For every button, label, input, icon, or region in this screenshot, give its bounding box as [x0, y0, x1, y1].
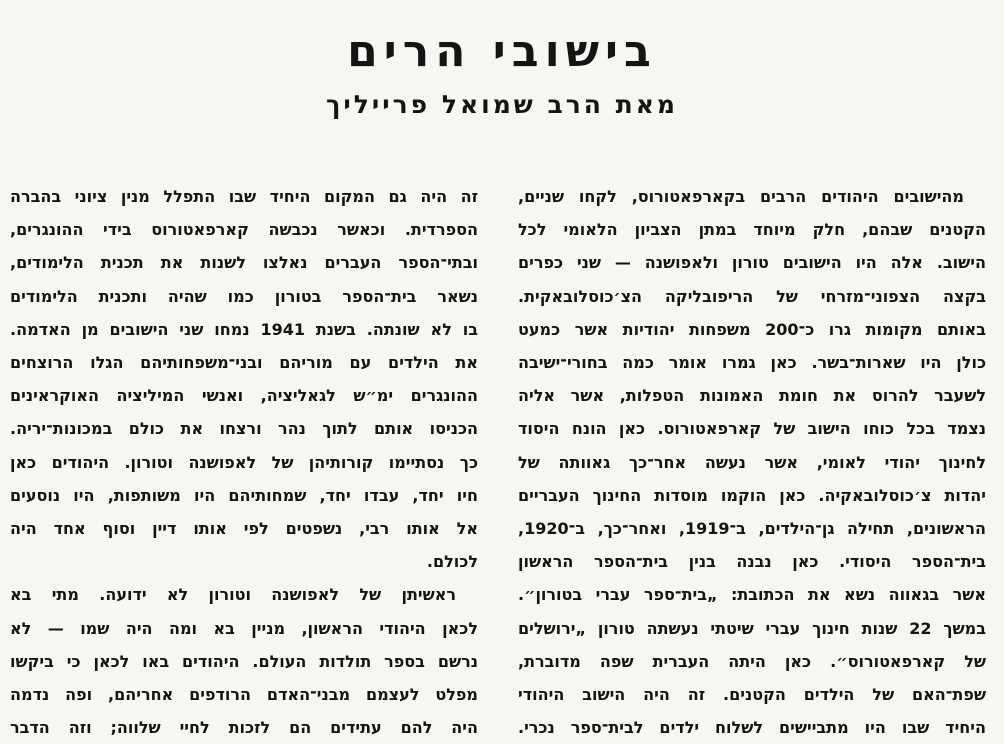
text-line: לחינוך יהודי לאומי, אשר נעשה אחר־כך גאוותה של: [518, 452, 986, 472]
text-line: כך נסתיימו קורותיהן של לאפושנה וטורון. היהודים כאן: [10, 452, 478, 472]
text-line: אשר בגאווה נשא את הכתובת: „בית־ספר עברי בטורון״.: [518, 585, 986, 605]
text-line: הספרדית. וכאשר נכבשה קארפאטורוס בידי ההונגרים,: [10, 220, 478, 240]
text-line: של קארפאטורוס״. כאן היתה העברית שפה מדוברת,: [518, 651, 986, 671]
text-line: נצמד בכל כוחו הישוב של קארפאטורוס. כאן הונח היסוד: [518, 419, 986, 439]
text-line: לכולם.: [426, 552, 478, 572]
text-line: לכאן היהודי הראשון, מניין בא ומה היה שמו — לא: [10, 618, 478, 638]
text-line: יהדות צ׳כוסלובאקיה. כאן הוקמו מוסדות החינוך העבריים: [518, 485, 986, 505]
text-line: הישוב. אלה היו הישובים טורון ולאפושנה — שני כפרים: [518, 253, 986, 273]
text-line: ההונגרים ימ״ש לגאליציה, ואנשי המיליציה האוקראינים: [10, 386, 478, 406]
text-line: הקטנים שבהם, חלק מיוחד במתן הצביון הלאומי לכל: [518, 220, 986, 240]
text-line: היחיד שבו היו מתביישים לשלוח ילדים לבית־ספר נכרי.: [518, 718, 986, 738]
text-line: ראשיתן של לאפושנה וטורון לא ידועה. מתי בא: [10, 585, 456, 605]
left-text-column: [10, 180, 478, 744]
text-line: בקצה הצפוני־מזרחי של הריפובליקה הצ׳כוסלובאקית.: [518, 286, 986, 306]
text-line: בו לא שונתה. בשנת 1941 נמחו שני הישובים מן האדמה.: [10, 319, 478, 339]
text-line: נרשם בספר תולדות העולם. היהודים באו לכאן כי ביקשו: [10, 651, 478, 671]
text-line: שפת־האם של הילדים הקטנים. זה היה הישוב היהודי: [518, 685, 986, 705]
text-line: הראשונים, תחילה גן־הילדים, ב־1919, ואחר־כך, ב־1920,: [518, 519, 986, 539]
article-title: בישובי הרים: [347, 26, 657, 77]
text-line: מפלט לעצמם מבני־האדם הרודפים אחריהם, ופה נדמה: [10, 685, 478, 705]
text-line: כולן היו שארות־בשר. כאן גמרו אומר כמה בחורי־ישיבה: [518, 353, 986, 373]
right-text-column: [518, 180, 986, 744]
text-line: לשעבר להרוס את חומת האמונות הטפלות, אשר אליה: [518, 386, 986, 406]
text-line: אל אותו רבי, נשפטים לפי אותו דיין וסוף אחד היה: [10, 519, 478, 539]
text-line: במשך 22 שנות חינוך עברי שיטתי נעשתה טורון „ירושלים: [518, 618, 986, 638]
text-line: הכניסו אותם לתוך נהר ורצחו את כולם במכונות־יריה.: [10, 419, 478, 439]
text-line: את הילדים עם מוריהם ובני־משפחותיהם הגלו הרוצחים: [10, 353, 478, 373]
text-line: חיו יחד, עבדו יחד, שמחותיהם היו משותפות, היו נוסעים: [10, 485, 478, 505]
text-line: ובתי־הספר העברים נאלצו לשנות את תכנית הלימודים,: [10, 253, 478, 273]
text-line: באותם מקומות גרו כ־200 משפחות יהודיות אשר כמעט: [518, 319, 986, 339]
text-line: נשאר בית־הספר בטורון כמו שהיה ותכנית הלימודים: [10, 286, 478, 306]
text-line: זה היה גם המקום היחיד שבו התפלל מנין ציוני בהברה: [10, 187, 478, 206]
text-line: בית־הספר היסודי. כאן נבנה בנין בית־הספר הראשון: [518, 552, 986, 572]
text-line: היה להם עתידים הם לזכות לחיי שלווה; וזה הדבר: [10, 718, 478, 738]
text-line: מהישובים היהודים הרבים בקארפאטורוס, לקחו שניים,: [518, 187, 964, 206]
article-byline: מאת הרב שמואל פרייליך: [325, 90, 679, 119]
